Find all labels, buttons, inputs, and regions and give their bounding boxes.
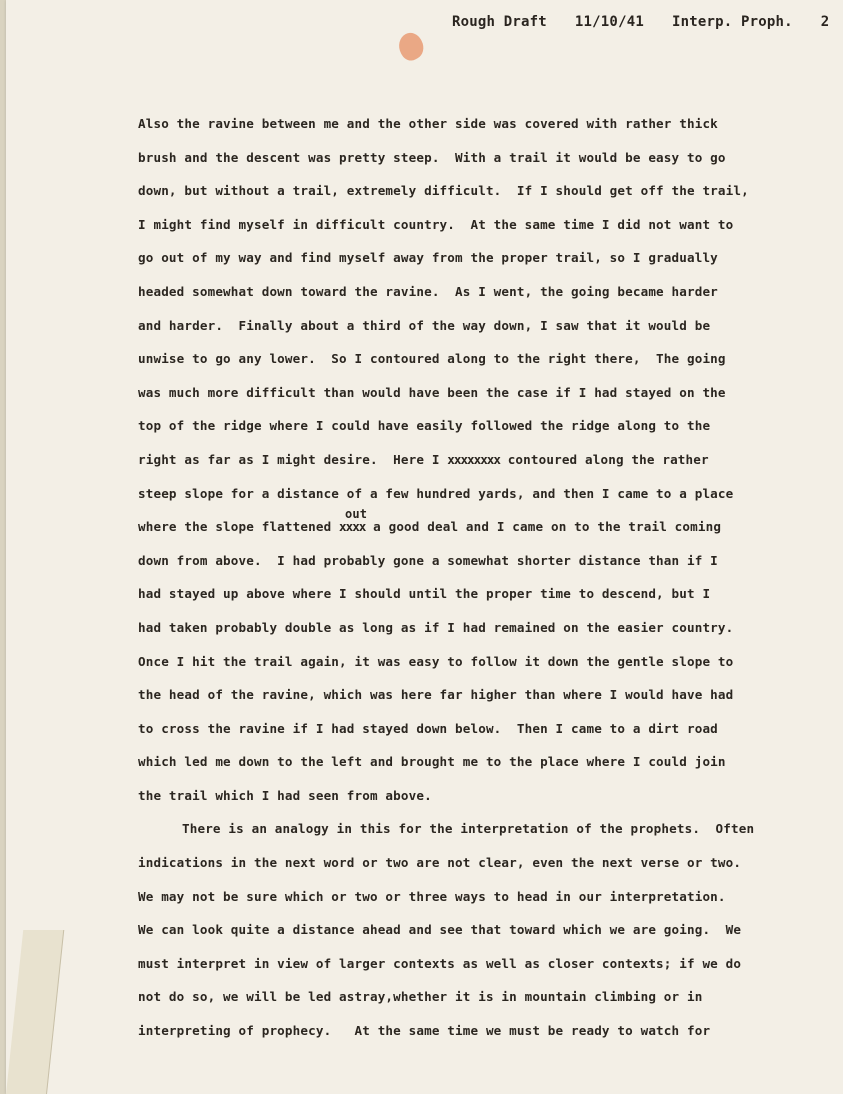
- text-line-with-strikeout: [138, 449, 818, 483]
- text-line: to cross the ravine if I had stayed down below. Then I came to a dirt road: [138, 720, 718, 736]
- text-line: I might find myself in difficult country. At the same time I did not want to: [138, 216, 734, 232]
- text-line: go out of my way and find myself away from the proper trail, so I gradually: [138, 250, 718, 266]
- text-line: had taken probably double as long as if I had remained on the easier country.: [138, 619, 734, 635]
- text-line: unwise to go any lower. So I contoured along to the right there, The going: [138, 351, 726, 367]
- struck-out-word: [339, 507, 368, 538]
- inserted-word: out: [345, 507, 368, 522]
- text-line-with-insertion: [138, 507, 818, 550]
- text-line: We may not be sure which or two or three ways to head in our interpretation.: [138, 888, 726, 904]
- text-line: Also the ravine between me and the other side was covered with rather thick: [138, 116, 718, 131]
- underlying-sheet-edge: [6, 930, 64, 1094]
- paper-stain: [394, 29, 428, 64]
- text-segment: right as far as I might desire. Here I: [138, 451, 448, 467]
- header-date: 11/10/41: [574, 14, 644, 30]
- text-line: interpreting of prophecy. At the same time we must be ready to watch for: [138, 1023, 711, 1039]
- text-line: indications in the next word or two are not clear, even the next verse or two.: [138, 855, 742, 871]
- text-segment: contoured along the rather: [499, 451, 709, 467]
- text-line: We can look quite a distance ahead and see that toward which we are going. We: [138, 922, 742, 938]
- text-line: the trail which I had seen from above.: [138, 787, 432, 803]
- header-subject: Interp. Proph.: [671, 14, 793, 30]
- text-line: brush and the descent was pretty steep. With a trail it would be easy to go: [138, 149, 726, 165]
- text-line: down from above. I had probably gone a somewhat shorter distance than if I: [138, 552, 718, 568]
- strike-text: xxxx: [339, 519, 366, 535]
- text-line: the head of the ravine, which was here far higher than where I would have had: [138, 687, 734, 703]
- struck-out-word: [447, 449, 500, 471]
- text-line: must interpret in view of larger contexts as well as closer contexts; if we do: [138, 955, 742, 971]
- text-line: had stayed up above where I should until the proper time to descend, but I: [138, 586, 711, 602]
- strike-text: xxxxxxxx: [447, 451, 500, 467]
- text-line: Once I hit the trail again, it was easy to follow it down the gentle slope to: [138, 653, 734, 669]
- document-page: [6, 0, 843, 1094]
- text-segment: a good deal and I came on to the trail coming: [365, 519, 722, 535]
- text-line: down, but without a trail, extremely difficult. If I should get off the trail,: [138, 183, 749, 199]
- text-line: not do so, we will be led astray,whether it is in mountain climbing or in: [138, 989, 703, 1005]
- typed-body: [138, 113, 818, 1054]
- page-header: [452, 14, 829, 30]
- text-line: and harder. Finally about a third of the way down, I saw that it would be: [138, 317, 711, 333]
- text-line: top of the ridge where I could have easily followed the ridge along to the: [138, 418, 711, 434]
- paragraph-first-line: There is an analogy in this for the interpretation of the prophets. Often: [182, 821, 755, 837]
- text-line: was much more difficult than would have been the case if I had stayed on the: [138, 384, 726, 400]
- text-line: steep slope for a distance of a few hundred yards, and then I came to a place: [138, 485, 734, 501]
- header-label: Rough Draft: [452, 14, 547, 30]
- header-page-number: 2: [820, 14, 830, 30]
- text-line: headed somewhat down toward the ravine. As I went, the going became harder: [138, 283, 718, 299]
- text-line: which led me down to the left and brought me to the place where I could join: [138, 754, 726, 770]
- text-segment: where the slope flattened: [138, 519, 340, 535]
